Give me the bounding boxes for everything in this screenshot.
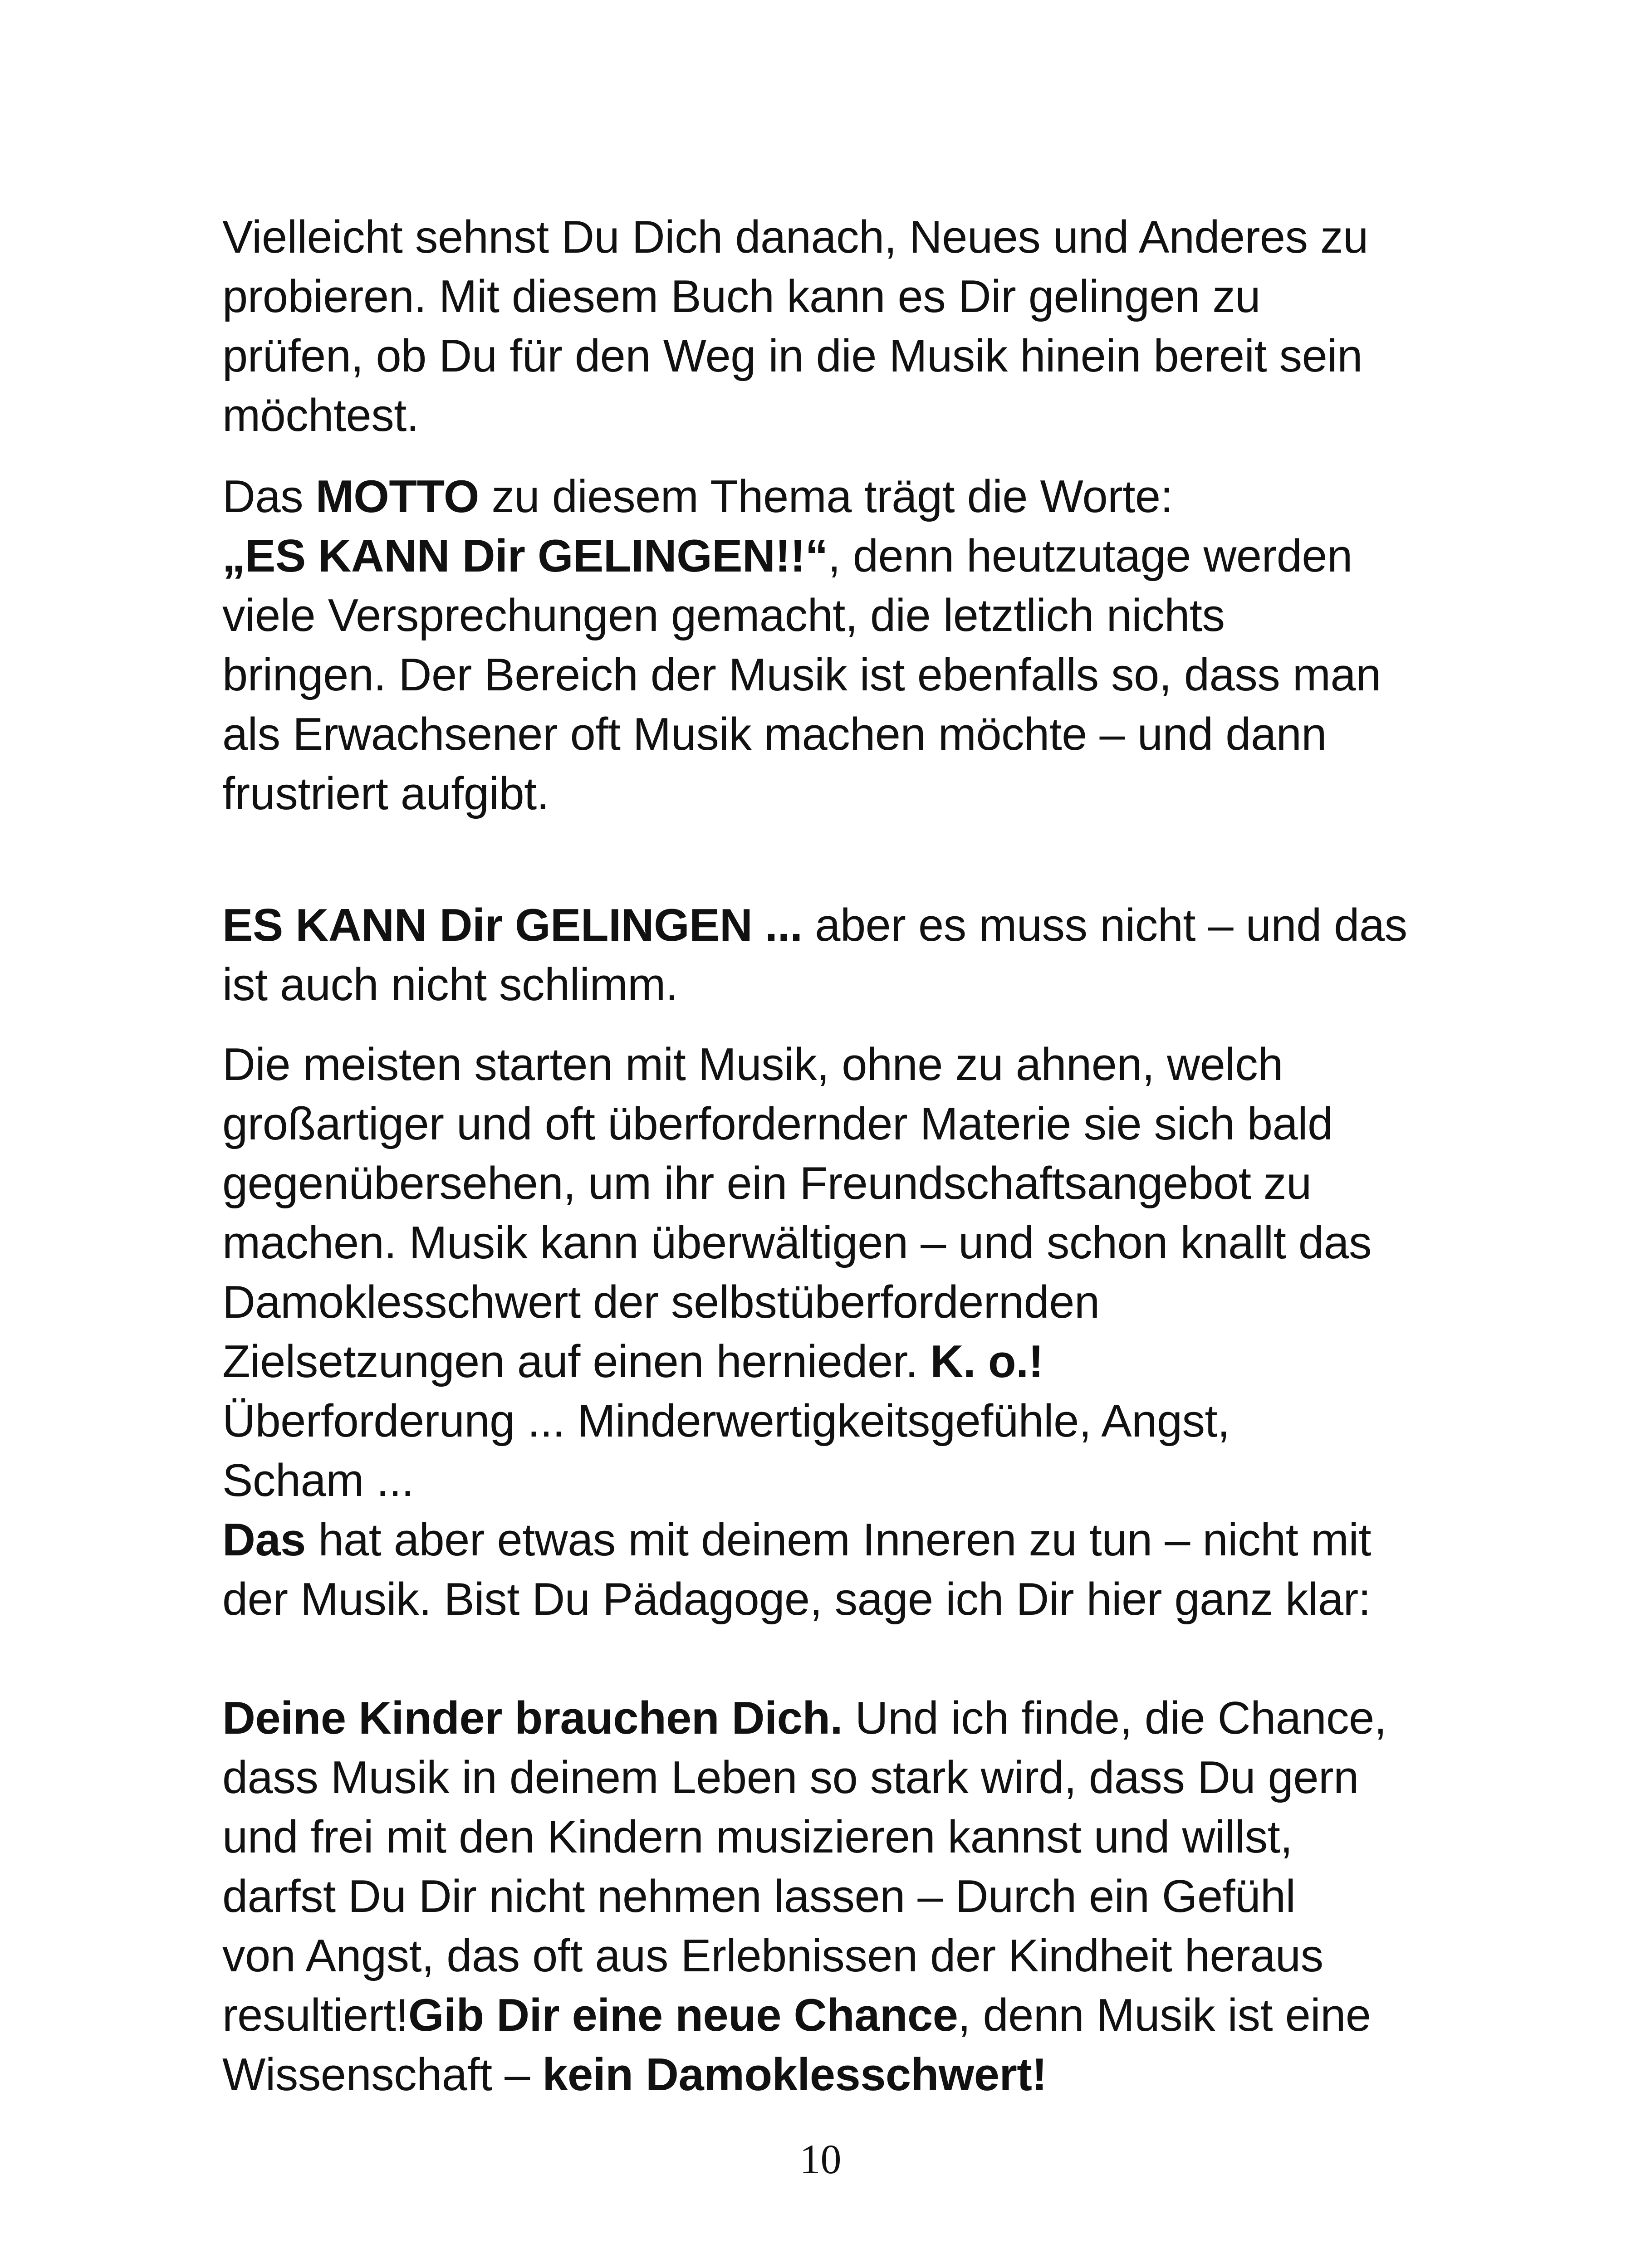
text-run: zu diesem Thema trägt die Worte:	[479, 471, 1173, 522]
bold-neue-chance: Gib Dir eine neue Chance	[408, 1990, 958, 2041]
text-line	[222, 1510, 1488, 1570]
paragraph-4	[222, 1035, 1488, 1629]
bold-motto: MOTTO	[315, 471, 479, 522]
text-line: Scham ...	[222, 1455, 414, 1506]
text-line: von Angst, das oft aus Erlebnissen der Kindheit heraus	[222, 1931, 1323, 1981]
text-run: Und ich finde, die Chance,	[843, 1693, 1387, 1744]
paragraph-2	[222, 467, 1488, 824]
text-line: Die meisten starten mit Musik, ohne zu ahnen, welch	[222, 1039, 1283, 1090]
text-run: hat aber etwas mit deinem Inneren zu tun – nicht mit	[305, 1515, 1372, 1565]
text-line: Damoklesschwert der selbstüberfordernden	[222, 1277, 1100, 1328]
text-line: darfst Du Dir nicht nehmen lassen – Durch ein Gefühl	[222, 1871, 1296, 1922]
text-line: prüfen, ob Du für den Weg in die Musik hinein bereit sein	[222, 331, 1362, 381]
text-line	[222, 1689, 1488, 1748]
text-line	[222, 896, 1488, 955]
text-line: als Erwachsener oft Musik machen möchte – und dann	[222, 709, 1327, 760]
bold-motto-quote: „ES KANN Dir GELINGEN!!“	[222, 531, 828, 582]
text-line	[222, 467, 1488, 527]
text-line	[222, 527, 1488, 586]
text-line: viele Versprechungen gemacht, die letztlich nichts	[222, 590, 1225, 641]
text-run: , denn heutzutage werden	[828, 531, 1352, 582]
paragraph-5	[222, 1689, 1488, 2105]
text-line: gegenübersehen, um ihr ein Freundschaftsangebot zu	[222, 1158, 1312, 1209]
text-line: der Musik. Bist Du Pädagoge, sage ich Dir hier ganz klar:	[222, 1574, 1371, 1625]
bold-heading-text: ES KANN Dir GELINGEN ...	[222, 900, 803, 951]
text-line: Überforderung ... Minderwertigkeitsgefühle, Angst,	[222, 1396, 1230, 1447]
text-line: machen. Musik kann überwältigen – und schon knallt das	[222, 1217, 1372, 1268]
text-run: Wissenschaft –	[222, 2049, 543, 2100]
bold-das: Das	[222, 1515, 306, 1565]
bold-damoklesschwert: kein Damoklesschwert!	[542, 2049, 1047, 2100]
text-run: resultiert!	[222, 1990, 408, 2041]
text-line: probieren. Mit diesem Buch kann es Dir gelingen zu	[222, 271, 1260, 322]
text-run: Das	[222, 471, 316, 522]
text-line	[222, 2045, 1488, 2105]
text-line	[222, 1332, 1488, 1392]
text-line	[222, 1986, 1488, 2045]
text-line: bringen. Der Bereich der Musik ist ebenfalls so, dass man	[222, 650, 1381, 700]
text-line: ist auch nicht schlimm.	[222, 959, 678, 1010]
text-line: frustriert aufgibt.	[222, 768, 549, 819]
text-run: Zielsetzungen auf einen hernieder.	[222, 1336, 931, 1387]
text-run: , denn Musik ist eine	[958, 1990, 1371, 2041]
text-line: möchtest.	[222, 390, 419, 441]
text-line: dass Musik in deinem Leben so stark wird, dass Du gern	[222, 1752, 1359, 1803]
bold-deine-kinder: Deine Kinder brauchen Dich.	[222, 1693, 843, 1744]
text-run: aber es muss nicht – und das	[802, 900, 1407, 951]
text-line: und frei mit den Kindern musizieren kannst und willst,	[222, 1812, 1293, 1862]
paragraph-3	[222, 896, 1488, 1015]
paragraph-1	[222, 208, 1488, 445]
text-line: Vielleicht sehnst Du Dich danach, Neues und Anderes zu	[222, 212, 1368, 263]
page-number: 10	[799, 2136, 842, 2182]
bold-ko: K. o.!	[930, 1336, 1043, 1387]
text-line: großartiger und oft überfordernder Materie sie sich bald	[222, 1099, 1333, 1149]
